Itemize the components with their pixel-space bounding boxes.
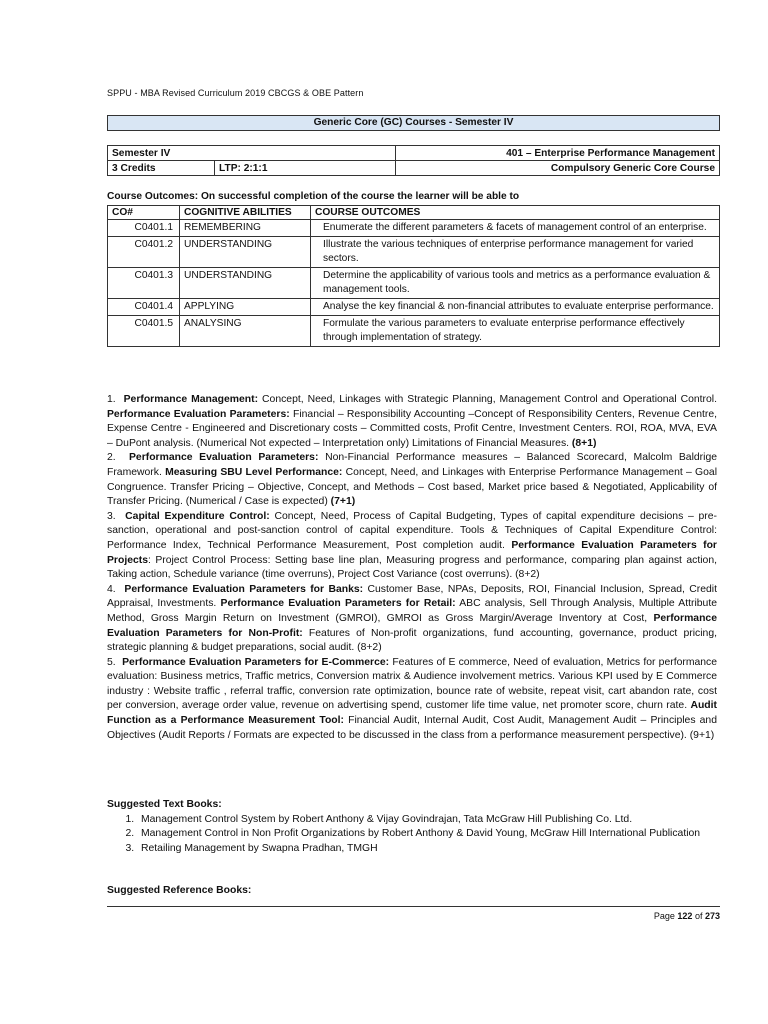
co-id: C0401.2	[108, 237, 180, 268]
unit-number: 3.	[107, 510, 116, 522]
unit-subheading: Performance Evaluation Parameters:	[107, 408, 290, 420]
semester-cell: Semester IV	[108, 146, 396, 161]
units-section	[107, 393, 717, 743]
text-books-section	[107, 798, 720, 856]
unit-text: Non-Financial Performance measures – Balanced Scorecard, Malcolm Baldrige Framework.	[107, 452, 717, 478]
unit-heading: Capital Expenditure Control:	[125, 510, 270, 522]
unit-text: Concept, Need, Linkages with Strategic Planning, Management Control and Operational Control.	[258, 394, 717, 405]
unit-subheading: Performance Evaluation Parameters for Retail:	[220, 598, 456, 610]
page-total: 273	[704, 911, 720, 921]
co-ability: REMEMBERING	[180, 220, 311, 237]
unit-1	[107, 393, 717, 451]
co-ability: ANALYSING	[180, 316, 311, 347]
co-outcome: Illustrate the various techniques of enterprise performance management for varied sectors.	[311, 237, 720, 268]
reference-books-heading: Suggested Reference Books:	[107, 885, 252, 896]
document-header: SPPU - MBA Revised Curriculum 2019 CBCGS & OBE Pattern	[107, 88, 364, 98]
unit-2	[107, 451, 717, 509]
list-item: 2. Management Control in Non Profit Organizations by Robert Anthony & David Young, McGraw Hill International Publication	[137, 827, 720, 842]
unit-subheading: Audit Function as a Performance Measurement Tool:	[107, 700, 717, 727]
page-footer	[654, 909, 720, 924]
unit-3	[107, 510, 717, 583]
unit-heading: Performance Management:	[123, 394, 259, 405]
co-outcome: Analyse the key financial & non-financial attributes to evaluate enterprise performance.	[311, 299, 720, 316]
unit-number: 5.	[107, 656, 116, 668]
unit-number: 1.	[107, 394, 116, 405]
table-header-row	[108, 206, 720, 220]
column-header: COURSE OUTCOMES	[311, 206, 720, 220]
co-ability: UNDERSTANDING	[180, 237, 311, 268]
table-row	[108, 220, 720, 237]
co-id: C0401.1	[108, 220, 180, 237]
unit-text: Features of Non-profit organizations, fund accounting, governance, product pricing, strategic planning & budget preparations, social audit. (8+2)	[107, 627, 717, 654]
unit-number: 4.	[107, 583, 116, 595]
unit-heading: Performance Evaluation Parameters for E-Commerce:	[122, 656, 390, 668]
unit-text: Concept, Need, Process of Capital Budgeting, Types of capital expenditure decisions – pre-sanction, operational and post-sanction control of capital expenditure. Tools & Techniques of Capital Expenditure Control: Performance Index, Technical Performance Measurement, Post completion audit.	[107, 510, 718, 551]
list-item: 1. Management Control System by Robert Anthony & Vijay Govindrajan, Tata McGraw Hill Publishing Co. Ltd.	[137, 813, 720, 828]
credits-cell: 3 Credits	[108, 161, 215, 176]
unit-subheading: Performance Evaluation Parameters for Non-Profit:	[107, 612, 717, 639]
course-type-cell: Compulsory Generic Core Course	[396, 161, 720, 176]
unit-hours: (8+1)	[571, 437, 597, 449]
unit-subheading: Measuring SBU Level Performance:	[165, 466, 343, 478]
unit-subheading: Performance Evaluation Parameters for Projects	[107, 539, 717, 566]
co-outcome: Formulate the various parameters to evaluate enterprise performance effectively through implementation of strategy.	[311, 316, 720, 347]
table-row	[108, 316, 720, 347]
unit-text: Features of E commerce, Need of evaluation, Metrics for performance evaluation: Business metrics, Traffic metrics, Conversion matrix & Audience involvement metrics. Various KPI used by E Commerce industry : Website traffic , referral traffic, conversion rate optimization, bounce rate of website, repeat visit, cart abandon rate, cost per conversion, average order value, revenue on advertising spend, customer life time value, net promoter score, churn rate.	[107, 656, 718, 712]
co-id: C0401.5	[108, 316, 180, 347]
unit-number: 2.	[107, 452, 116, 464]
unit-text: Customer Base, NPAs, Deposits, ROI, Financial Inclusion, Spread, Credit Appraisal, Investments.	[107, 583, 717, 610]
unit-text: ABC analysis, Sell Through Analysis, Multiple Attribute Method, Gross Margin Return on Investment (GMROI), GMROI as Gross Margin/Average Inventory at Cost,	[107, 598, 717, 624]
list-item: 3. Retailing Management by Swapna Pradhan, TMGH	[137, 842, 720, 857]
unit-4	[107, 583, 717, 656]
unit-heading: Performance Evaluation Parameters:	[128, 452, 319, 464]
footer-divider	[107, 906, 720, 907]
unit-text: Concept, Need, and Linkages with Enterprise Performance Management – Goal Congruence. Transfer Pricing – Objective, Concept, and Methods – Cost based, Market price based & Negotiated, Applicability of Transfer Pricing. (Numerical / Case is expected)	[107, 466, 718, 508]
page-of-label: of	[692, 911, 705, 921]
column-header: COGNITIVE ABILITIES	[180, 206, 311, 220]
table-row	[108, 237, 720, 268]
table-row	[108, 268, 720, 299]
unit-text: Financial – Responsibility Accounting –Concept of Responsibility Centers, Revenue Centre, Expense Centre - Engineered and Discretionary costs – Committed costs, Profit Centre, Investment Centers. ROI, ROA, MVA, EVA – DuPont analysis. (Numerical Not expected – Interpretation only) Limitations of Financial Measures.	[107, 408, 717, 449]
co-id: C0401.3	[108, 268, 180, 299]
unit-heading: Performance Evaluation Parameters for Banks:	[124, 583, 364, 595]
text-books-list	[107, 813, 720, 857]
section-title: Generic Core (GC) Courses - Semester IV	[107, 115, 720, 131]
page-number: 122	[677, 911, 693, 921]
table-row	[108, 299, 720, 316]
course-name-cell: 401 – Enterprise Performance Management	[396, 146, 720, 161]
page-label: Page	[653, 911, 678, 921]
semester-info-table	[107, 145, 720, 176]
course-outcomes-table	[107, 205, 720, 347]
column-header: CO#	[108, 206, 180, 220]
unit-text: : Project Control Process: Setting base line plan, Measuring progress and performance, comparing plan against action, Taking action, Schedule variance (time overruns), Project Cost Variance (cost overruns). (8+2)	[107, 554, 717, 581]
co-id: C0401.4	[108, 299, 180, 316]
co-outcome: Determine the applicability of various tools and metrics as a performance evaluation & management tools.	[311, 268, 720, 299]
unit-5	[107, 656, 717, 744]
co-ability: APPLYING	[180, 299, 311, 316]
course-outcomes-intro: Course Outcomes: On successful completion of the course the learner will be able to	[107, 191, 520, 202]
text-books-heading: Suggested Text Books:	[107, 799, 222, 810]
ltp-cell: LTP: 2:1:1	[215, 161, 396, 176]
co-ability: UNDERSTANDING	[180, 268, 311, 299]
unit-text: Financial Audit, Internal Audit, Cost Audit, Management Audit – Principles and Objectives (Audit Reports / Formats are expected to be discussed in the class from a performance measurement perspective). (9+1)	[107, 715, 717, 741]
co-outcome: Enumerate the different parameters & facets of management control of an enterprise.	[311, 220, 720, 237]
unit-hours: (7+1)	[330, 496, 356, 508]
